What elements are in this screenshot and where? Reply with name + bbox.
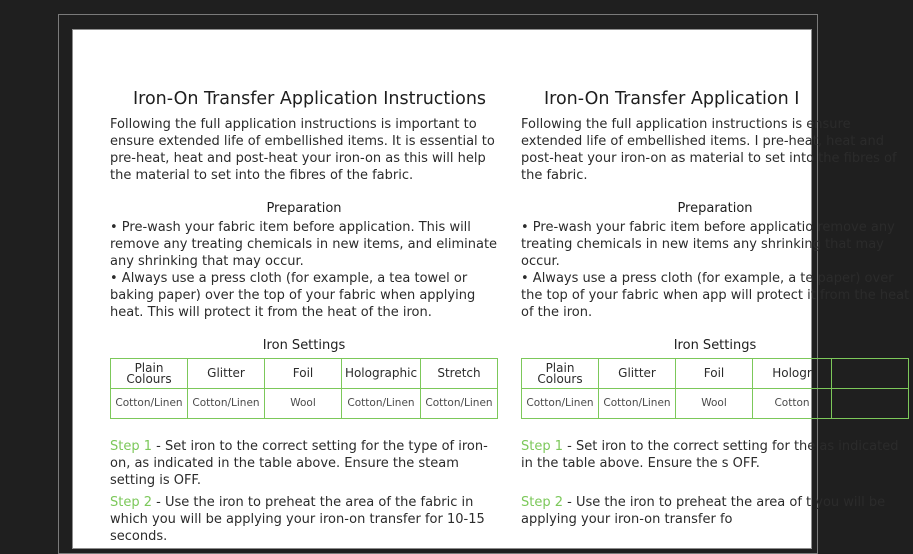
page-title: Iron-On Transfer Application Instructions — [133, 89, 487, 109]
intro-paragraph-copy: Following the full application instructions is ensure extended life of embellished items. I pre-heat, heat and post-heat your iron-on as material to set into the fibres of the fabric. — [521, 117, 897, 183]
column-header-plain-colours: Plain Colours — [111, 359, 188, 389]
table-cell: Wool — [265, 389, 342, 419]
column-header-foil: Foil — [265, 359, 342, 389]
column-header-holographic: Holographic — [342, 359, 421, 389]
table-row — [522, 389, 909, 419]
instruction-sheet-left — [110, 30, 502, 550]
preparation-heading-copy: Preparation — [677, 201, 753, 216]
page-title-copy: Iron-On Transfer Application I — [544, 89, 800, 109]
intro-paragraph: Following the full application instructions is important to ensure extended life of embellished items. It is essential to pre-heat, heat and post-heat your iron-on as this will help the material to set into the fibres of the fabric. — [110, 117, 495, 183]
table-cell: Wool — [676, 389, 753, 419]
step-1-label-copy: Step 1 — [521, 439, 564, 454]
column-header-glitter: Glitter — [599, 359, 676, 389]
table-cell: Cotton/Linen — [188, 389, 265, 419]
iron-settings-table-copy — [521, 358, 909, 419]
column-header-foil: Foil — [676, 359, 753, 389]
preparation-bullet-2: • Always use a press cloth (for example, a tea towel or baking paper) over the top of your fabric when applying heat. This will protect it from the heat of the iron. — [110, 271, 476, 320]
step-1-copy — [521, 438, 913, 472]
step-2 — [110, 494, 502, 545]
preparation-bullet-1: • Pre-wash your fabric item before application. This will remove any treating chemicals in new items, and eliminate any shrinking that may occur. — [110, 220, 498, 269]
step-2-text-copy: - Use the iron to preheat the area of t you will be applying your iron-on transfer fo — [521, 495, 886, 527]
column-header-holographic: Hologr — [753, 359, 832, 389]
step-2-text: - Use the iron to preheat the area of the fabric in which you will be applying your iron-on transfer for 10-15 seconds. — [110, 495, 485, 544]
column-header-glitter: Glitter — [188, 359, 265, 389]
column-header-stretch — [832, 359, 909, 389]
step-2-label: Step 2 — [110, 495, 153, 510]
table-cell — [832, 389, 909, 419]
table-cell: Cotton — [753, 389, 832, 419]
preparation-heading: Preparation — [266, 201, 342, 216]
document-page — [72, 29, 910, 549]
table-row — [111, 389, 498, 419]
step-1-label: Step 1 — [110, 439, 153, 454]
iron-settings-table — [110, 358, 498, 419]
preparation-list — [110, 219, 502, 321]
preparation-bullet-2-copy: • Always use a press cloth (for example, a te paper) over the top of your fabric when app will protect it from the heat of the iron. — [521, 271, 910, 320]
preparation-list-copy — [521, 219, 913, 321]
step-2-label-copy: Step 2 — [521, 495, 564, 510]
table-cell: Cotton/Linen — [111, 389, 188, 419]
step-2-copy — [521, 494, 913, 528]
step-1-text-copy: - Set iron to the correct setting for the as indicated in the table above. Ensure the s OFF. — [521, 439, 899, 471]
table-cell: Cotton/Linen — [522, 389, 599, 419]
column-header-stretch: Stretch — [421, 359, 498, 389]
instruction-sheet-right — [521, 30, 913, 550]
table-header-row — [522, 359, 909, 389]
table-cell: Cotton/Linen — [342, 389, 421, 419]
table-header-row — [111, 359, 498, 389]
table-cell: Cotton/Linen — [421, 389, 498, 419]
column-header-plain-colours: Plain Colours — [522, 359, 599, 389]
step-1-text: - Set iron to the correct setting for the type of iron-on, as indicated in the table above. Ensure the steam setting is OFF. — [110, 439, 488, 488]
step-1 — [110, 438, 502, 489]
table-cell: Cotton/Linen — [599, 389, 676, 419]
iron-settings-heading-copy: Iron Settings — [673, 338, 757, 353]
iron-settings-heading: Iron Settings — [262, 338, 346, 353]
preparation-bullet-1-copy: • Pre-wash your fabric item before applicatio remove any treating chemicals in new items any shrinking that may occur. — [521, 220, 895, 269]
